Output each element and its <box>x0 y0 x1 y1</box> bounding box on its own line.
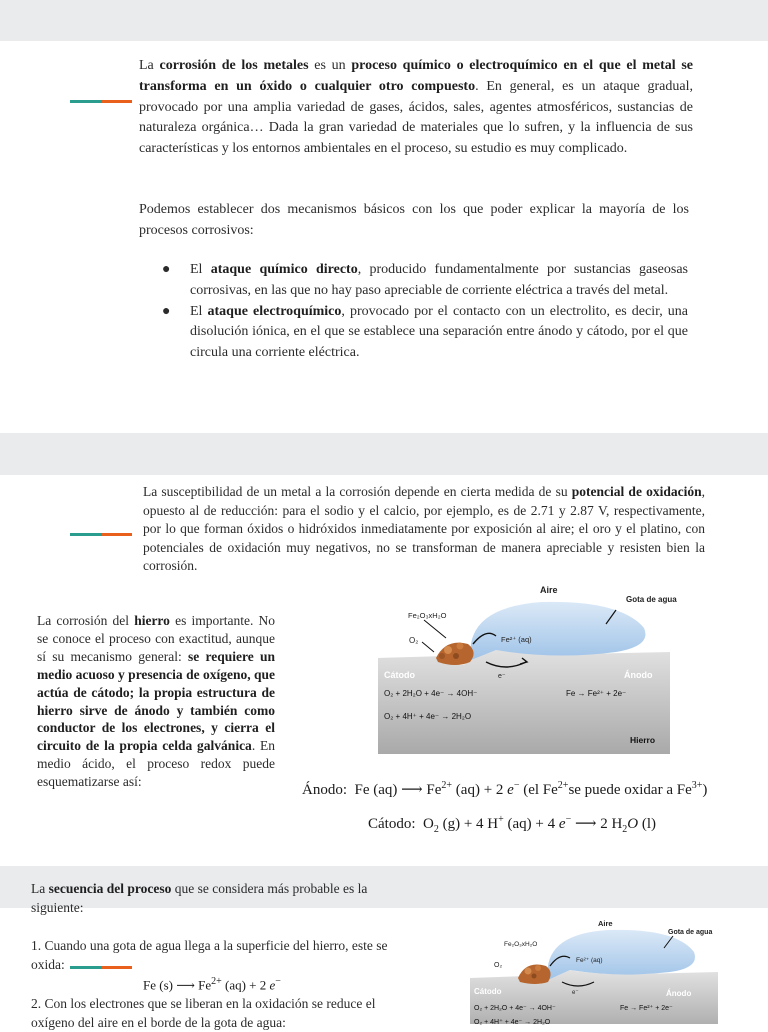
cathode-reaction-1: O₂ + 2H₂O + 4e⁻ → 4OH⁻ <box>384 689 478 698</box>
anode-equation: Ánodo: Fe (aq) ⟶ $Fe^{2+}$ (aq) + 2 e− (el $Fe^{2+}se$ puede oxidar a $Fe^{3+}$) <box>302 780 708 798</box>
oxygen-label: O₂ <box>494 962 503 969</box>
electron-label: e⁻ <box>572 990 579 996</box>
section1-accent <box>70 100 132 103</box>
anode-label: Ánodo <box>624 670 653 680</box>
sequence-intro: La secuencia del proceso que se considera más probable es la siguiente: <box>31 881 368 915</box>
list-item: ● El ataque electroquímico, provocado por el contacto con un electrolito, es decir, una disolución iónica, en el que se establece una separación entre ánodo y cátodo, por el que circula una corriente eléctrica. <box>162 303 688 361</box>
iron-ion-label: Fe²⁺ (aq) <box>576 957 603 964</box>
iron-ion-label: Fe²⁺ (aq) <box>501 635 532 644</box>
top-band <box>0 0 768 41</box>
section2-paragraph1: La susceptibilidad de un metal a la corrosión depende en cierta medida de su potencial de oxidación, opuesto al de reducción: para el sodio y el calcio, por ejemplo, es de 2.71 y 2.87 V, respectivamente, por lo que forman óxidos o hidróxidos inmediatamente por exposición al aire; el oro y el platino, con potenciales de oxidación muy negativos, no se transforman de manera apreciable y resisten bien la corrosión. <box>143 484 705 574</box>
anode-label: Ánodo <box>666 989 692 998</box>
air-label: Aire <box>598 919 613 928</box>
iron-corrosion-paragraph: La corrosión del hierro es importante. No se conoce el proceso con exactitud, aunque sí su mecanismo general: se requiere un medio acuoso y presencia de oxígeno, que actúa de cátodo; la propia estructura de hierro sirve de ánodo y también como conductor de los electrones, y cierra el circuito de la propia celda galvánica. En medio ácido, el proceso redox puede esquematizarse así: <box>37 613 276 790</box>
cathode-reaction-2: O₂ + 4H⁺ + 4e⁻ → 2H₂O <box>474 1019 551 1026</box>
iron-oxidation-equation: Fe (s) ⟶ $Fe^{2+}$ (aq) + 2 e− <box>143 976 281 993</box>
cathode-equation: Cátodo: $O_2$ (g) + 4 H+ (aq) + 4 e− ⟶ 2 $H_2O$ (l) <box>368 814 657 835</box>
cathode-reaction-1: O₂ + 2H₂O + 4e⁻ → 4OH⁻ <box>474 1005 556 1012</box>
section2-accent <box>70 533 132 536</box>
iron-corrosion-diagram-small <box>468 912 718 1024</box>
bullet-icon: ● <box>162 262 171 277</box>
section1-paragraph2: Podemos establecer dos mecanismos básicos con los que poder explicar la mayoría de los procesos corrosivos: <box>139 202 689 238</box>
oxygen-label: O₂ <box>409 636 419 645</box>
iron-corrosion-diagram <box>376 580 677 756</box>
anode-reaction: Fe → Fe²⁺ + 2e⁻ <box>620 1005 673 1012</box>
rust-label: Fe₂O₃xH₂O <box>504 941 538 948</box>
anode-reaction: Fe → Fe²⁺ + 2e⁻ <box>566 689 627 698</box>
section1-paragraph1: La corrosión de los metales es un proceso químico o electroquímico en el que el metal se transforma en un óxido o cualquier otro compuesto. En general, es un ataque gradual, provocado por una amplia variedad de gases, ácidos, sales, agentes atmosféricos, sustancias de naturaleza orgánica… Dada la gran variedad de materiales que lo sufren, y la influencia de sus características y los entornos ambientales en el proceso, su estudio es muy complicado. <box>139 58 693 157</box>
iron-label: Hierro <box>630 735 656 745</box>
water-drop-label: Gota de agua <box>626 595 677 604</box>
bullet-icon: ● <box>162 303 171 319</box>
rust-label: Fe₂O₃xH₂O <box>408 611 447 620</box>
sequence-step-1: 1. Cuando una gota de agua llega a la superficie del hierro, este se oxida: <box>31 938 388 972</box>
mechanism-list <box>138 260 688 364</box>
list-item: ● El ataque químico directo, producido fundamentalmente por sustancias gaseosas corrosivas, en las que no hay paso apreciable de corriente eléctrica a través del metal. <box>162 262 689 298</box>
water-drop-label: Gota de agua <box>668 929 713 936</box>
air-label: Aire <box>540 585 558 595</box>
cathode-label: Cátodo <box>474 987 502 996</box>
cathode-reaction-2: O₂ + 4H⁺ + 4e⁻ → 2H₂O <box>384 712 472 721</box>
cathode-label: Cátodo <box>384 670 415 680</box>
section3-accent <box>70 966 132 969</box>
middle-band <box>0 433 768 475</box>
sequence-step-2: 2. Con los electrones que se liberan en la oxidación se reduce el oxígeno del aire en el borde de la gota de agua: <box>31 996 376 1030</box>
electron-label: e⁻ <box>498 673 506 680</box>
